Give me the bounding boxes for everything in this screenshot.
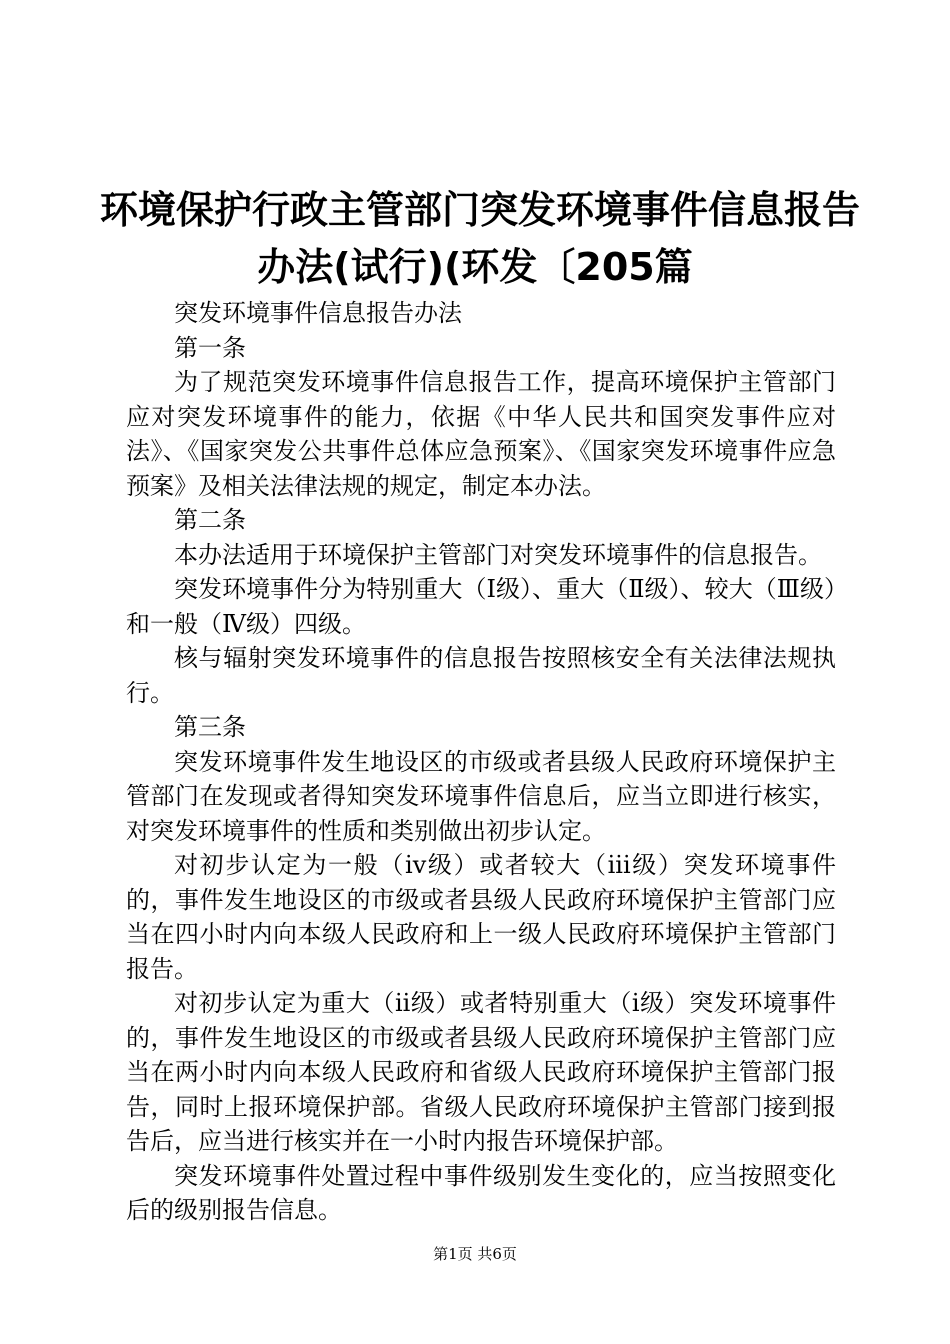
paragraph: 对初步认定为一般（iv级）或者较大（iii级）突发环境事件的，事件发生地设区的市级或者县级人民政府环境保护主管部门应当在四小时内向本级人民政府和上一级人民政府环境保护主管部门报告。: [126, 851, 836, 983]
paragraph: 对初步认定为重大（ii级）或者特别重大（i级）突发环境事件的，事件发生地设区的市级或者县级人民政府环境保护主管部门应当在两小时内向本级人民政府和省级人民政府环境保护主管部门报告，同时上报环境保护部。省级人民政府环境保护主管部门接到报告后，应当进行核实并在一小时内报告环境保护部。: [126, 989, 836, 1155]
section-heading: 突发环境事件信息报告办法: [174, 299, 462, 327]
document-body: [126, 296, 836, 1228]
article-heading: 第一条: [174, 333, 246, 362]
paragraph: 本办法适用于环境保护主管部门对突发环境事件的信息报告。: [174, 540, 822, 569]
document-title-line2: 办法(试行)(环发〔205篇: [257, 245, 693, 289]
paragraph: 为了规范突发环境事件信息报告工作，提高环境保护主管部门应对突发环境事件的能力，依据《中华人民共和国突发事件应对法》、《国家突发公共事件总体应急预案》、《国家突发环境事件应急预案》及相关法律法规的规定，制定本办法。: [126, 368, 836, 500]
paragraph: 突发环境事件分为特别重大（Ⅰ级）、重大（Ⅱ级）、较大（Ⅲ级）和一般（Ⅳ级）四级。: [126, 575, 836, 638]
paragraph: 突发环境事件发生地设区的市级或者县级人民政府环境保护主管部门在发现或者得知突发环境事件信息后，应当立即进行核实，对突发环境事件的性质和类别做出初步认定。: [126, 747, 836, 845]
document-title-line1: 环境保护行政主管部门突发环境事件信息报告: [100, 188, 861, 232]
article-heading: 第二条: [174, 506, 246, 534]
paragraph: 核与辐射突发环境事件的信息报告按照核安全有关法律法规执行。: [126, 644, 836, 707]
page-number-footer: 第1页 共6页: [433, 1245, 517, 1263]
paragraph: 突发环境事件处置过程中事件级别发生变化的，应当按照变化后的级别报告信息。: [126, 1161, 836, 1224]
article-heading: 第三条: [174, 713, 246, 741]
